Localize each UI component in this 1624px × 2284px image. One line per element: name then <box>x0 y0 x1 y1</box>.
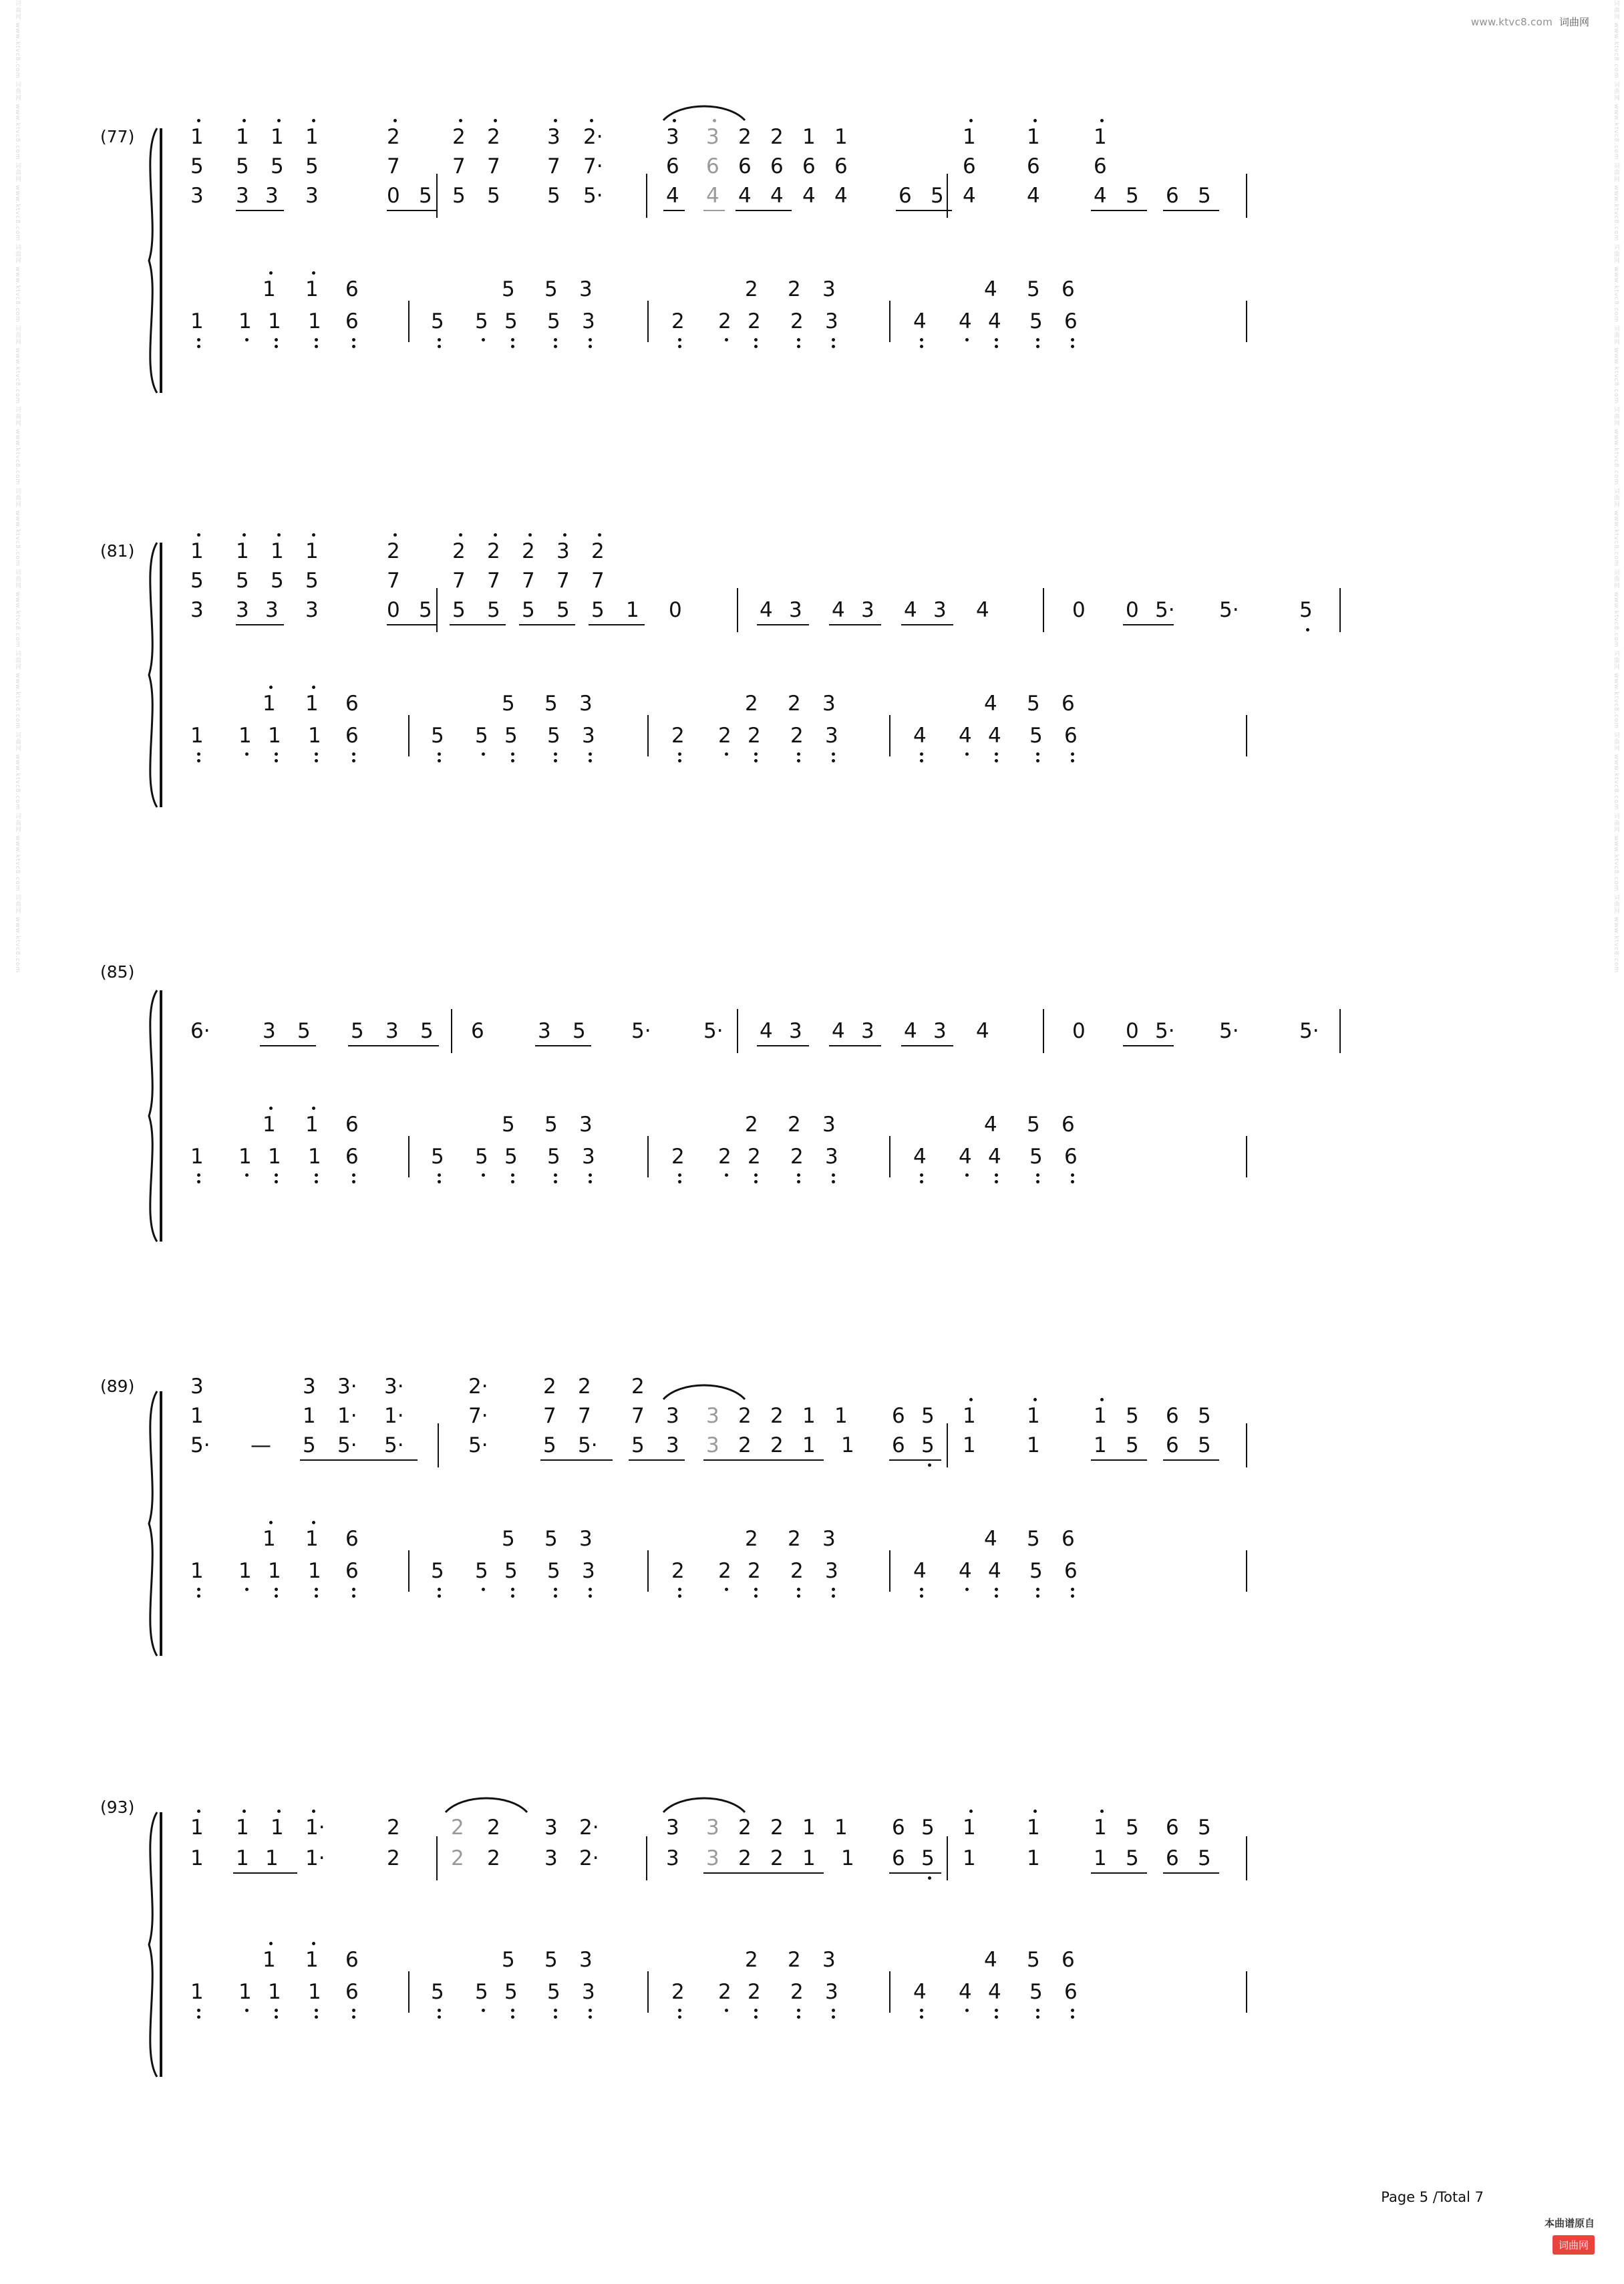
side-watermark-right: 词曲网 www.ktvc8.com 词曲网 www.ktvc8.com 词曲网 www.ktvc8.com 词曲网 www.ktvc8.com 词曲网 www.ktvc8.com 词曲网 www.ktvc8.com 词曲网 www.ktvc8.com 词曲网 www.ktvc8.com 词曲网 www.ktvc8.com 词曲网 www.ktvc8.com 词曲网 www.ktvc8.com 词曲网 www.ktvc8.com <box>1613 0 1619 974</box>
watermark-site-name: 词曲网 <box>1559 16 1589 28</box>
grand-staff-brace <box>137 1390 164 1657</box>
staff-glyphs-77: 1 1 1 1 2 2 2 3 2· 3 3 2 2 1 1 1 1 1 5 5 5 5 7 7 7 7 7· 6 6 6 6 6 6 6 6 6 3 3 3 3 0 5 5 5 5 5· 4 4 4 4 4 4 6 5 4 4 4 5 6 5 1 1 6 5 5 3 2 2 3 4 5 6 1 1 1 1 6 5 5 5 5 3 2 2 2 2 3 4 4 4 5 6 <box>164 127 1540 414</box>
staff-glyphs-93: 1 1 1 1· 2 2 2 3 2· 3 3 2 2 1 1 6 5 1 1 1 5 6 5 1 1 1 1· 2 2 2 3 2· 3 3 2 2 1 1 6 5 1 1 1 5 6 5 1 1 6 5 5 3 2 2 3 4 5 6 1 1 1 1 6 5 5 5 5 3 2 2 2 2 3 4 4 4 5 6 <box>164 1798 1540 2085</box>
slur-arc <box>661 1792 748 1815</box>
grand-staff-brace <box>137 541 164 809</box>
watermark-badge: 词曲网 <box>1553 2235 1595 2255</box>
staff-glyphs-81: 1 1 1 1 2 2 2 2 3 2 5 5 5 5 7 7 7 7 7 7 3 3 3 3 0 5 5 5 5 5 5 1 0 4 3 4 3 4 3 4 0 0 5· 5· 5 1 1 6 5 5 3 2 2 3 4 5 6 1 1 1 1 6 5 5 5 5 3 2 2 2 2 3 4 4 4 5 6 <box>164 541 1540 829</box>
measure-number-85: (85) <box>100 962 135 982</box>
music-system-81 <box>100 541 1543 829</box>
watermark-source-text: 本曲谱原自 <box>1544 2217 1595 2229</box>
music-system-77 <box>100 127 1543 414</box>
measure-number-93: (93) <box>100 1798 135 1817</box>
slur-arc <box>661 1379 748 1402</box>
music-system-93 <box>100 1798 1543 2085</box>
music-system-89 <box>100 1377 1543 1664</box>
side-watermark-left: 词曲网 www.ktvc8.com 词曲网 www.ktvc8.com 词曲网 www.ktvc8.com 词曲网 www.ktvc8.com 词曲网 www.ktvc8.com 词曲网 www.ktvc8.com 词曲网 www.ktvc8.com 词曲网 www.ktvc8.com 词曲网 www.ktvc8.com 词曲网 www.ktvc8.com 词曲网 www.ktvc8.com 词曲网 www.ktvc8.com <box>14 0 21 974</box>
grand-staff-brace <box>137 989 164 1243</box>
slur-arc <box>661 100 748 123</box>
grand-staff-brace <box>137 1811 164 2078</box>
measure-number-81: (81) <box>100 541 135 561</box>
grand-staff-brace <box>137 127 164 394</box>
bottom-watermark <box>1545 2216 1595 2255</box>
music-system-85 <box>100 962 1543 1250</box>
top-watermark <box>1471 15 1589 29</box>
staff-glyphs-89: 3 3 3· 3· 2· 2 2 2 1 1 1· 1· 7· 7 7 7 3 3 2 2 1 1 6 5 1 1 1 5 6 5 5· — 5 5· 5· 5· 5 5· 5 3 3 2 2 1 1 6 5 1 1 1 5 6 5 1 1 6 5 5 3 2 2 3 4 5 6 1 1 1 1 6 5 5 5 5 3 2 2 2 2 3 4 4 4 5 6 <box>164 1377 1540 1664</box>
measure-number-77: (77) <box>100 127 135 146</box>
staff-glyphs-85: 6· 3 5 5 3 5 6 3 5 5· 5· 4 3 4 3 4 3 4 0 0 5· 5· 5· 1 1 6 5 5 3 2 2 3 4 5 6 1 1 1 1 6 5 5 5 5 3 2 2 2 2 3 4 4 4 5 6 <box>164 962 1540 1250</box>
slur-arc <box>443 1792 530 1815</box>
measure-number-89: (89) <box>100 1377 135 1396</box>
page-footer: Page 5 /Total 7 <box>1381 2189 1484 2205</box>
watermark-site-url: www.ktvc8.com <box>1470 15 1553 28</box>
